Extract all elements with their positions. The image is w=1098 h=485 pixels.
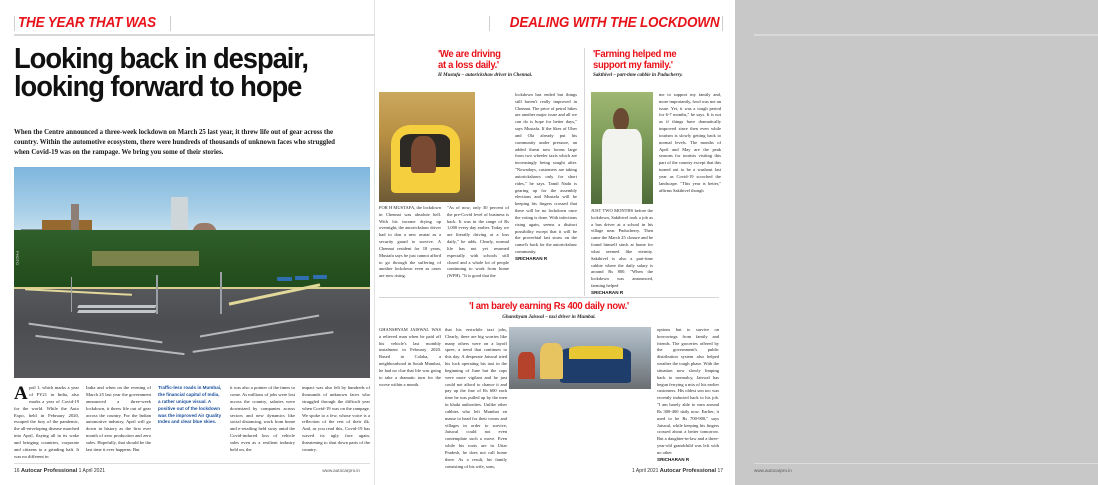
photo-farmer-cabbie — [591, 92, 653, 204]
left-page — [0, 0, 375, 485]
story-jaiswal-column-2 — [445, 327, 507, 469]
photo-taxi-roof — [569, 346, 623, 360]
story-jaiswal-byline: Ghanshyam Jaiswal – taxi driver in Mumbai. — [502, 314, 596, 320]
headline-line-1: Looking back in despair, — [14, 43, 308, 75]
folio-left-publication: Autocar Professional — [20, 468, 78, 474]
story-column-text: it was also a pointer of the times to come. As millions of jobs were lost across the country, salaries were downsized by companies across sectors and new dynamics like social distancing, work from home and e-retailing held sway amid the Covid-induced loss of vehicle sales even as a resilient industry held on, the — [230, 385, 295, 453]
footer-rule-right — [754, 463, 1098, 464]
story-column-text: lockdown has ended but things still haven't really improved in Chennai. The price of petrol hikes are another major issue and all we can do is hope for better days," says Mustafa. If the likes of Uber and Ola already put his community under pressure, an added threat now looms large from two wheeler taxis which are increasingly being sought after. "Nowadays, customers are taking autorickshaws only for short rides," he says. Tamil Nadu is gearing up for the assembly elections and Mustafa will be keeping his fingers crossed that there will be no lockdown once the voting is done. With infections rising again, seems a distinct possibility except that it will be the proverbial last straw on the camel's back for the autorickshaw community. — [515, 92, 577, 255]
photo-median-divider — [25, 288, 132, 296]
photo-taxi-driver — [540, 343, 563, 379]
footer-url-left: www.autocarpro.in — [322, 468, 360, 473]
photo-empty-road — [14, 289, 370, 378]
story-mustafa-headline-line-2: at a loss daily.' — [438, 59, 499, 71]
story-sakthivel-headline-line-2: support my family.' — [593, 59, 673, 71]
folio-right — [632, 468, 723, 474]
story-column-text: me to support my family and, more importantly, food was not an issue. Yet, it was a tough period for 6-7 months," he says. It is not as if things have dramatically improved since then even while tourism is slowly getting back to normal levels. The months of April and May are the peak seasons for tourists visiting this part of the country except that this turned out to be a washout last year as Covid-19 scorched the landscape. "This year is better," affirms Sakthivel though — [659, 92, 721, 193]
running-head-left-tick-end — [170, 16, 171, 31]
story-jaiswal-column-1 — [379, 327, 441, 457]
running-head-left-tick — [14, 16, 15, 31]
footer-url-right: www.autocarpro.in — [754, 468, 792, 473]
standfirst: When the Centre announced a three-week lockdown on March 25 last year, it threw life out of gear across the country. Within the automotive ecosystem, there were hundreds of thousands of unknown faces who struggled when Covid-19 was on the rampage. We bring you some of their stories. — [14, 127, 336, 157]
running-head-left — [14, 14, 171, 32]
story-column-text: impact was also felt by hundreds of thousands of unknown faces who struggled through the difficult year when Covid-19 was on the rampage. We spoke to a few, whose voice is a reflection of the rest of their ilk. And, as you read this, Covid-19 has waved its ugly face again, threatening to shut down parts of the country. — [302, 385, 370, 453]
story-column — [86, 385, 151, 460]
story-mustafa-headline-line-1: 'We are driving — [438, 49, 501, 60]
story-sakthivel-column-1 — [659, 92, 721, 290]
footer-rule-left — [14, 463, 370, 464]
folio-right-page-number: 17 — [717, 468, 723, 474]
running-head-rule-right — [754, 34, 1098, 36]
story-column-text: that his erstwhile taxi jobs, Clearly, there are big worries like many others were on a layoff spree, a trend that continues to this day. A desperate Jaiswal tried his luck operating his taxi in the beginning of June but the cops were more vigilant and he just could not afford to chance it and pay up the fine of Rs 600 each time he was pulled up by the men in khaki authorities. Unlike other cabbies who left Mumbai en masse to head for their towns and villages in order to survive, Jaiswal could not even contemplate such a move. Even while his roots are in Uttar Pradesh, he does not call home there. As a result, his family consisting of his wife, sons, — [445, 327, 507, 469]
story-jaiswal-header — [379, 302, 719, 320]
photo-lamp-post — [156, 275, 158, 314]
photo-lamp-post — [71, 277, 73, 312]
story-jaiswal-column-3 — [657, 327, 719, 462]
photo-parked-vehicle — [277, 277, 291, 281]
story-column-text: India and when on the evening of March 25 last year the government announced a three-week lockdown, it threw life out of gear across the country. For the Indian automotive industry, April will go down in history as the first ever month of zero production and zero sales. Hopefully, that should be the last time it ever happens. But — [86, 385, 151, 453]
story-mustafa-column-3 — [515, 92, 577, 290]
photo-lamp-post — [220, 272, 222, 315]
folio-left-date: 1 April 2021 — [78, 468, 106, 474]
photo-open-ground — [92, 251, 199, 266]
folio-right-date: 1 April 2021 — [631, 468, 659, 474]
story-sakthivel-header — [593, 50, 723, 78]
folio-left-page-number: 16 — [14, 468, 20, 474]
story-mustafa-byline: H Mustafa – autorickshaw driver in Chennai. — [438, 73, 533, 79]
photo-mumbai-taxi — [509, 327, 651, 389]
story-column — [14, 385, 79, 460]
story-mustafa-headline — [438, 50, 571, 71]
photo-portrait-shirt — [602, 129, 642, 204]
story-sakthivel-headline — [593, 50, 717, 71]
photo-driver — [411, 136, 436, 173]
photo-parked-vehicle — [295, 276, 309, 280]
story-column-text: GHANSHYAM JAISWAL WAS a relieved man when he paid off his vehicle's last monthly instalment in February 2020. Based in Colaba, a neighbourhood in South Mumbai, he had no clue that life was going to take a dramatic turn for the worse within a month. — [379, 327, 441, 387]
story-column — [302, 385, 370, 460]
pull-quote: Traffic-less roads in Mumbai, the financial capital of India, a rather unique visual. A positive out of the lockdown was the improved Air Quality Index and clear blue skies. — [158, 385, 222, 425]
photo-lane-marking — [29, 323, 163, 343]
folio-left — [14, 468, 105, 474]
running-head-right-label: DEALING WITH THE LOCKDOWN — [509, 15, 719, 31]
photo-bystander — [518, 352, 535, 379]
photo-autorickshaw-driver — [379, 92, 475, 202]
story-sakthivel-column-2 — [591, 208, 653, 295]
story-sakthivel-signoff: SRICHARAN R — [591, 289, 624, 295]
photo-parked-vehicle — [313, 275, 327, 279]
story-jaiswal-headline: 'I am barely earning Rs 400 daily now.' — [469, 301, 629, 312]
photo-zebra-crossing — [77, 305, 157, 308]
running-head-right — [489, 14, 723, 32]
page-title — [14, 43, 356, 103]
story-column-text: options but to survive on borrowings from family and friends. The groceries offered by the government's public distribution system also helped weather the tough phase. With the situation now slowly limping back to normalcy, Jaiswal has begun ferrying a mix of his earlier customers. His oldest son too was recently inducted back to his job. "I am barely able to earn around Rs 300-400 daily now. Earlier, it used to be Rs 700-900," says Jaiswal, while keeping his fingers crossed about a better tomorrow. But a daughter-in-law and a three-year-old grandchild was left with no other — [657, 327, 719, 455]
story-jaiswal-signoff: SRICHARAN R — [657, 456, 690, 462]
story-column — [230, 385, 295, 460]
section-divider — [379, 297, 719, 298]
story-sakthivel-byline: Sakthivel – part-time cabbie in Puducherry. — [593, 73, 683, 79]
right-page — [375, 0, 792, 485]
running-head-rule-left — [14, 34, 375, 36]
photo-lane-marking — [36, 335, 185, 355]
story-mustafa-column-1 — [379, 205, 441, 290]
headline-line-2: looking forward to hope — [14, 70, 302, 103]
main-story-columns — [14, 385, 370, 460]
story-mustafa-column-2 — [447, 205, 509, 290]
column-divider — [584, 48, 585, 296]
pull-quote-column — [158, 385, 223, 460]
story-mustafa-header — [438, 50, 578, 78]
hero-photo-empty-mumbai-road — [14, 167, 370, 378]
story-column-text: "As of now, only 30 percent of the pre-Covid level of business is back. It was in the range of Rs 1,000 every day earlier. Today we are literally driving at a loss daily," he adds. Clearly, normal life has not yet resumed especially with schools still closed and a whole lot of people continuing to work from home (WFH). "It is good that the — [447, 205, 509, 279]
running-head-left-label: THE YEAR THAT WAS — [18, 15, 156, 31]
running-head-right-tick-end — [722, 16, 723, 31]
running-head-right-tick — [489, 16, 490, 31]
photo-lane-marking — [200, 314, 319, 337]
photo-zebra-crossing — [77, 310, 157, 313]
story-column-text: FOR H MUSTAFA, the lockdown in Chennai was absolute hell. With his income drying up overnight, the autorickshaw driver had to don a new avatar as a security guard to survive. A Chennai resident for 18 years, Mustafa says he just cannot afford to go through the suffering of another lockdown even as cases are now rising. — [379, 205, 441, 279]
folio-right-publication: Autocar Professional — [659, 468, 717, 474]
story-column-text: JUST TWO MONTHS before the lockdown, Sakthivel took a job as a bus driver at a school in his village near Puducherry. Then came the March 25 closure and he found himself stuck at home for what seemed like eternity. Sakthivel is also a part-time cabbie where the daily salary is around Rs 800. "When the lockdown was announced, farming helped — [591, 208, 653, 289]
photo-credit: PHOTO — [15, 251, 20, 266]
story-sakthivel-headline-line-1: 'Farming helped me — [593, 49, 677, 60]
story-mustafa-signoff: SRICHARAN R — [515, 255, 548, 261]
story-column-text: April 1, which marks a year of FY21 in India, also marks a year of Covid-19 for the world. While the Auto Expo, held in February 2020, escaped the fury of the pandemic, the all-enveloping disease marched into April, flaying all in its wake and bringing countries, corporate and citizens to a grinding halt. It was no different in — [14, 383, 79, 459]
